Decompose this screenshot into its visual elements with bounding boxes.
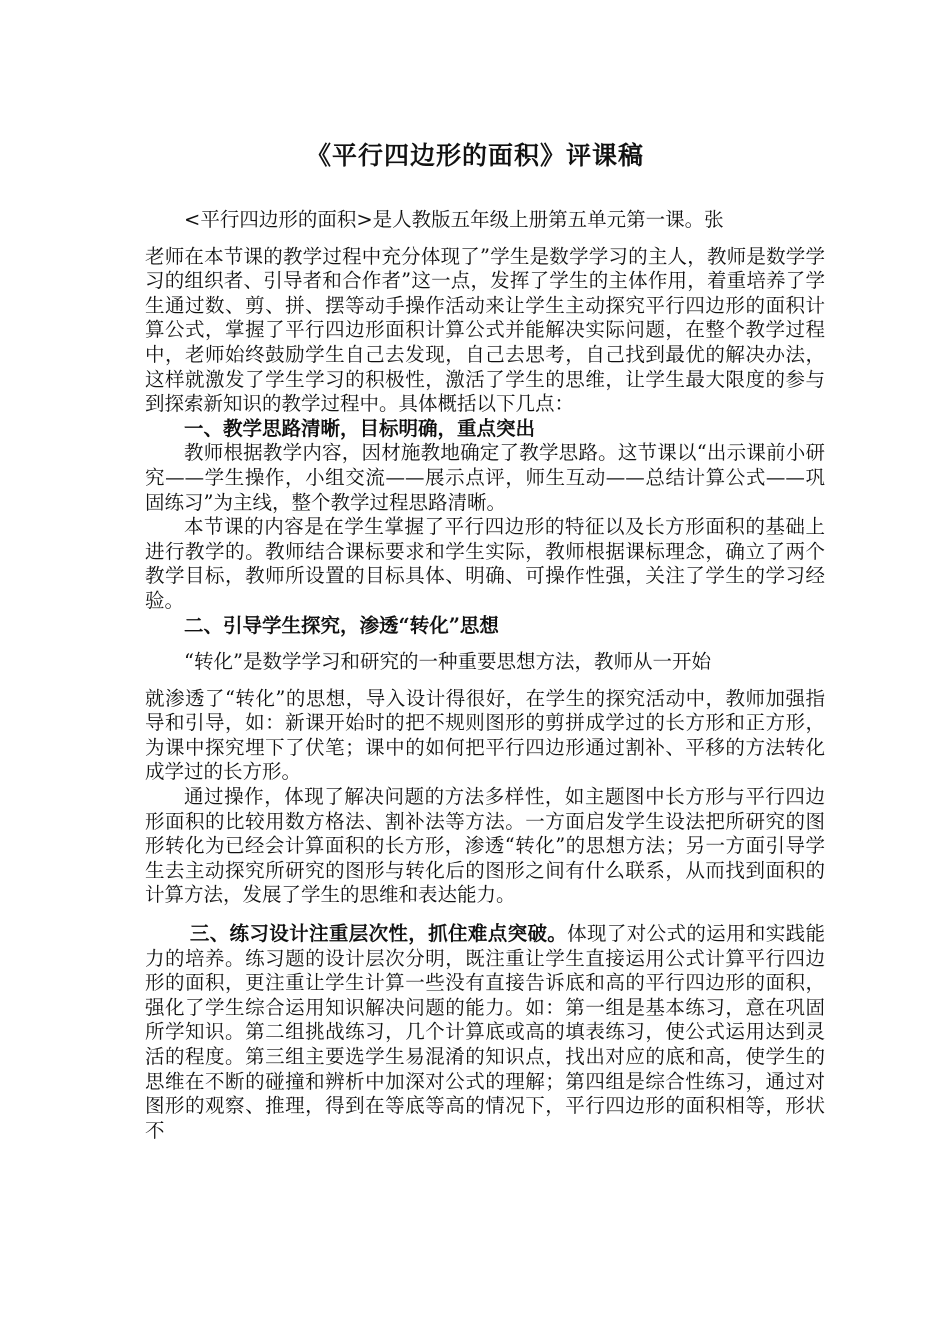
section1-paragraph-2: 本节课的内容是在学生掌握了平行四边形的特征以及长方形面积的基础上进行教学的。教师结合课标要求和学生实际，教师根据课标理念，确立了两个教学目标，教师所设置的目标具体、明确、可操作性强，关注了学生的学习经验。 (145, 515, 825, 612)
intro-paragraph: 老师在本节课的教学过程中充分体现了”学生是数学学习的主人，教师是数学学习的组织者、引导者和合作者”这一点，发挥了学生的主体作用，着重培养了学生通过数、剪、拼、摆等动手操作活动来让学生主动探究平行四边形的面积计算公式，掌握了平行四边形面积计算公式并能解决实际问题，在整个教学过程中，老师始终鼓励学生自己去发现，自己去思考，自己找到最优的解决办法，这样就激发了学生学习的积极性，激活了学生的思维，让学生最大限度的参与到探索新知识的教学过程中。具体概括以下几点： (145, 244, 825, 416)
section3-paragraph (145, 922, 825, 1143)
section2-paragraph-2: 通过操作，体现了解决问题的方法多样性，如主题图中长方形与平行四边形面积的比较用数方格法、割补法等方法。一方面启发学生设法把所研究的图形转化为已经会计算面积的长方形，渗透“转化”的思想方法；另一方面引导学生去主动探究所研究的图形与转化后的图形之间有什么联系，从而找到面积的计算方法，发展了学生的思维和表达能力。 (145, 785, 825, 907)
intro-first-line: <平行四边形的面积>是人教版五年级上册第五单元第一课。张 (184, 208, 724, 231)
section1-heading: 一、教学思路清晰，目标明确，重点突出 (184, 416, 536, 440)
section2-first-line: “转化”是数学学习和研究的一种重要思想方法，教师从一开始 (184, 650, 711, 674)
document-body (145, 208, 825, 1143)
section1-paragraph-1: 教师根据教学内容，因材施教地确定了教学思路。这节课以“出示课前小研究——学生操作，小组交流——展示点评，师生互动——总结计算公式——巩固练习”为主线，整个教学过程思路清晰。 (145, 441, 825, 514)
section3-heading: 三、练习设计注重层次性，抓住难点突破。 (189, 922, 568, 946)
section2-paragraph-1: 就渗透了“转化”的思想，导入设计得很好，在学生的探究活动中，教师加强指导和引导，如：新课开始时的把不规则图形的剪拼成学过的长方形和正方形，为课中探究埋下了伏笔；课中的如何把平行四边形通过割补、平移的方法转化成学过的长方形。 (145, 686, 825, 784)
section3-text: 体现了对公式的运用和实践能力的培养。练习题的设计层次分明，既注重让学生直接运用公式计算平行四边形的面积，更注重让学生计算一些没有直接告诉底和高的平行四边形的面积，强化了学生综合运用知识解决问题的能力。如：第一组是基本练习，意在巩固所学知识。第二组挑战练习，几个计算底或高的填表练习，使公式运用达到灵活的程度。第三组主要选学生易混淆的知识点，找出对应的底和高，使学生的思维在不断的碰撞和辨析中加深对公式的理解；第四组是综合性练习，通过对图形的观察、推理，得到在等底等高的情况下，平行四边形的面积相等，形状不 (145, 922, 825, 1142)
section2-heading: 二、引导学生探究，渗透“转化”思想 (184, 613, 499, 637)
document-title: 《平行四边形的面积》评课稿 (305, 141, 644, 170)
